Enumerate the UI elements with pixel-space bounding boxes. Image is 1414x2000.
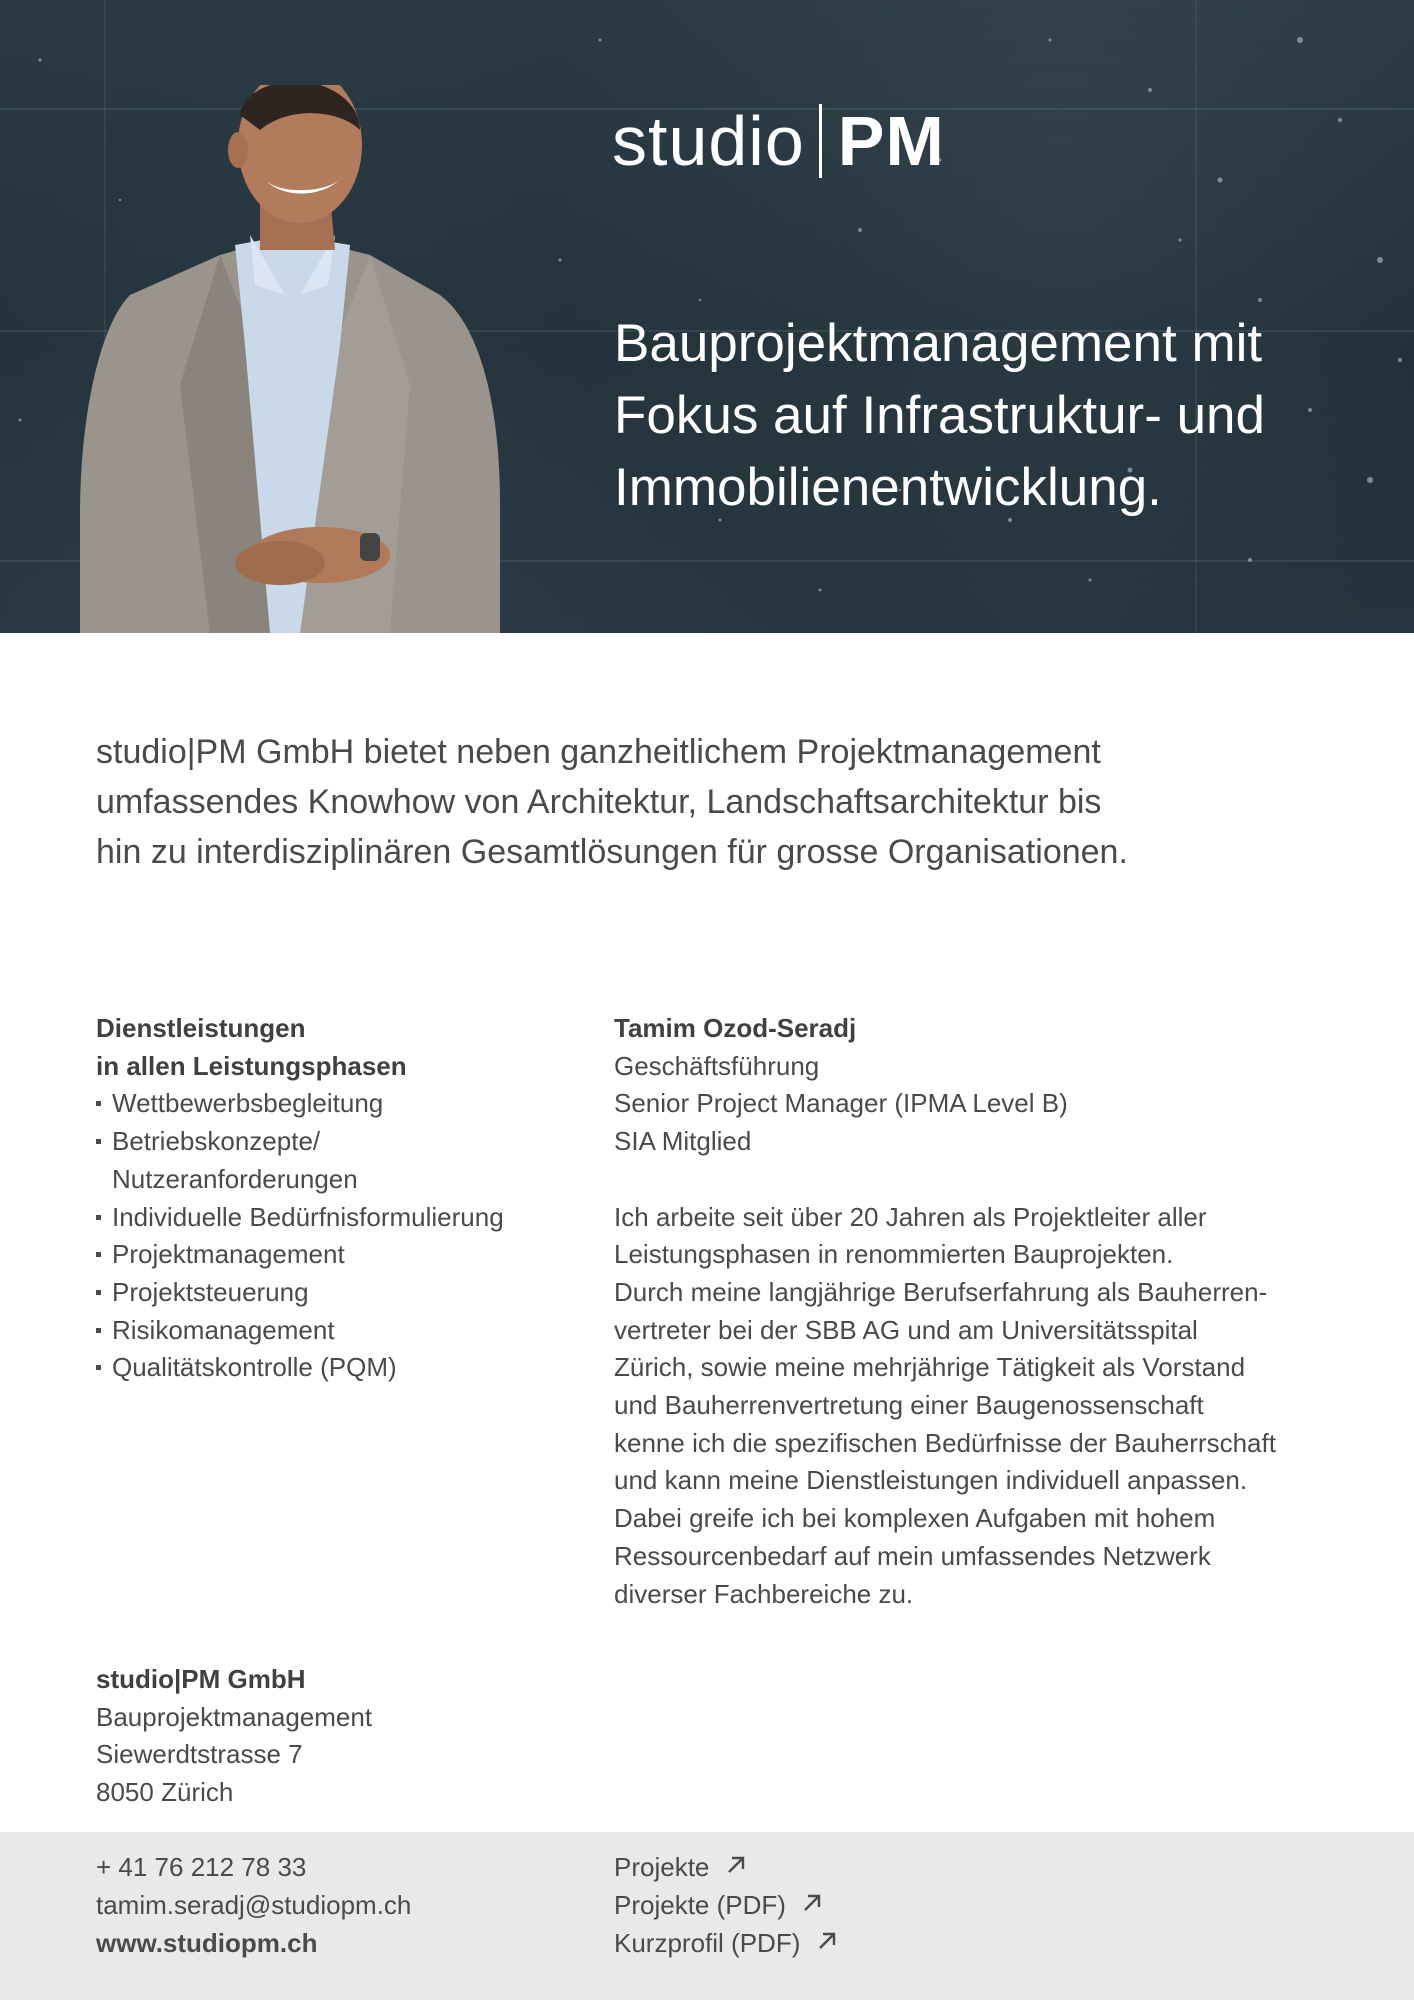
services-heading: in allen Leistungsphasen	[96, 1050, 407, 1081]
studio-pm-logo	[612, 96, 945, 186]
service-label: Betriebskonzepte/	[112, 1126, 321, 1157]
arrow-up-right-icon	[725, 1854, 747, 1876]
arrow-up-right-icon	[801, 1892, 823, 1914]
logo-separator	[819, 104, 822, 178]
company-name: studio|PM GmbH	[96, 1664, 306, 1694]
phone-link[interactable]: + 41 76 212 78 33	[96, 1852, 307, 1882]
link-label: Projekte	[614, 1852, 710, 1882]
arrow-up-right-icon	[816, 1930, 838, 1952]
service-label: Projektsteuerung	[112, 1276, 309, 1307]
profile-section	[614, 1010, 1334, 1613]
bio-line: Ressourcenbedarf auf mein umfassendes Netzwerk	[614, 1540, 1211, 1571]
portrait-photo	[60, 85, 520, 633]
bio-line: Durch meine langjährige Berufserfahrung als Bauherren-	[614, 1276, 1268, 1307]
projekte-pdf-link[interactable]	[614, 1886, 838, 1924]
bio-line: und Bauherrenvertretung einer Baugenossenschaft	[614, 1390, 1204, 1421]
intro-line: studio|PM GmbH bietet neben ganzheitlichem Projektmanagement	[96, 733, 1101, 771]
hero-banner	[0, 0, 1414, 633]
list-item	[96, 1085, 576, 1123]
logo-text-studio: studio	[612, 102, 805, 180]
link-label: Kurzprofil (PDF)	[614, 1928, 801, 1958]
services-list	[96, 1085, 576, 1387]
intro-line: umfassendes Knowhow von Architektur, Landschaftsarchitektur bis	[96, 783, 1102, 821]
list-item	[96, 1312, 576, 1350]
contact-footer	[0, 1832, 1414, 2000]
contact-info	[96, 1848, 411, 1962]
list-item	[96, 1236, 576, 1274]
intro-line: hin zu interdisziplinären Gesamtlösungen für grosse Organisationen.	[96, 833, 1128, 871]
bio-line: Leistungsphasen in renommierten Bauprojekten.	[614, 1239, 1174, 1270]
company-line: Bauprojektmanagement	[96, 1701, 373, 1732]
profile-bio	[614, 1199, 1334, 1614]
list-item	[96, 1349, 576, 1387]
bio-line: vertreter bei der SBB AG und am Universitätsspital	[614, 1314, 1198, 1345]
profile-role: SIA Mitglied	[614, 1126, 752, 1157]
service-label: Individuelle Bedürfnisformulierung	[112, 1201, 504, 1232]
service-label: Risikomanagement	[112, 1314, 335, 1345]
service-label: Wettbewerbsbegleitung	[112, 1088, 384, 1119]
company-line: 8050 Zürich	[96, 1777, 234, 1808]
link-label: Projekte (PDF)	[614, 1890, 786, 1920]
bio-line: Dabei greife ich bei komplexen Aufgaben mit hohem	[614, 1503, 1216, 1534]
bio-line: Ich arbeite seit über 20 Jahren als Projektleiter aller	[614, 1201, 1207, 1232]
list-item	[96, 1274, 576, 1312]
projekte-link[interactable]	[614, 1848, 838, 1886]
tagline-line: Fokus auf Infrastruktur- und	[614, 386, 1266, 445]
list-item	[96, 1199, 576, 1237]
hero-tagline	[614, 308, 1374, 524]
logo-text-pm: PM	[837, 102, 945, 180]
bio-line: Zürich, sowie meine mehrjährige Tätigkeit als Vorstand	[614, 1352, 1246, 1383]
company-line: Siewerdtstrasse 7	[96, 1739, 303, 1770]
bio-line: und kann meine Dienstleistungen individuell anpassen.	[614, 1465, 1248, 1496]
company-address	[96, 1661, 696, 1812]
list-item	[96, 1123, 576, 1198]
profile-role: Senior Project Manager (IPMA Level B)	[614, 1088, 1068, 1119]
bio-line: diverser Fachbereiche zu.	[614, 1578, 914, 1609]
email-link[interactable]: tamim.seradj@studiopm.ch	[96, 1890, 412, 1920]
intro-paragraph	[96, 727, 1336, 877]
profile-name: Tamim Ozod-Seradj	[614, 1013, 857, 1043]
profile-role: Geschäftsführung	[614, 1050, 820, 1081]
service-label: Nutzeranforderungen	[112, 1163, 358, 1194]
tagline-line: Bauprojektmanagement mit	[614, 314, 1263, 373]
bio-line: kenne ich die spezifischen Bedürfnisse der Bauherrschaft	[614, 1427, 1276, 1458]
kurzprofil-pdf-link[interactable]	[614, 1924, 838, 1962]
tagline-line: Immobilienentwicklung.	[614, 458, 1162, 517]
service-label: Projektmanagement	[112, 1239, 345, 1270]
website-link[interactable]: www.studiopm.ch	[96, 1928, 318, 1958]
document-links	[614, 1848, 838, 1962]
services-section	[96, 1010, 576, 1387]
services-heading: Dienstleistungen	[96, 1013, 306, 1043]
service-label: Qualitätskontrolle (PQM)	[112, 1352, 397, 1383]
